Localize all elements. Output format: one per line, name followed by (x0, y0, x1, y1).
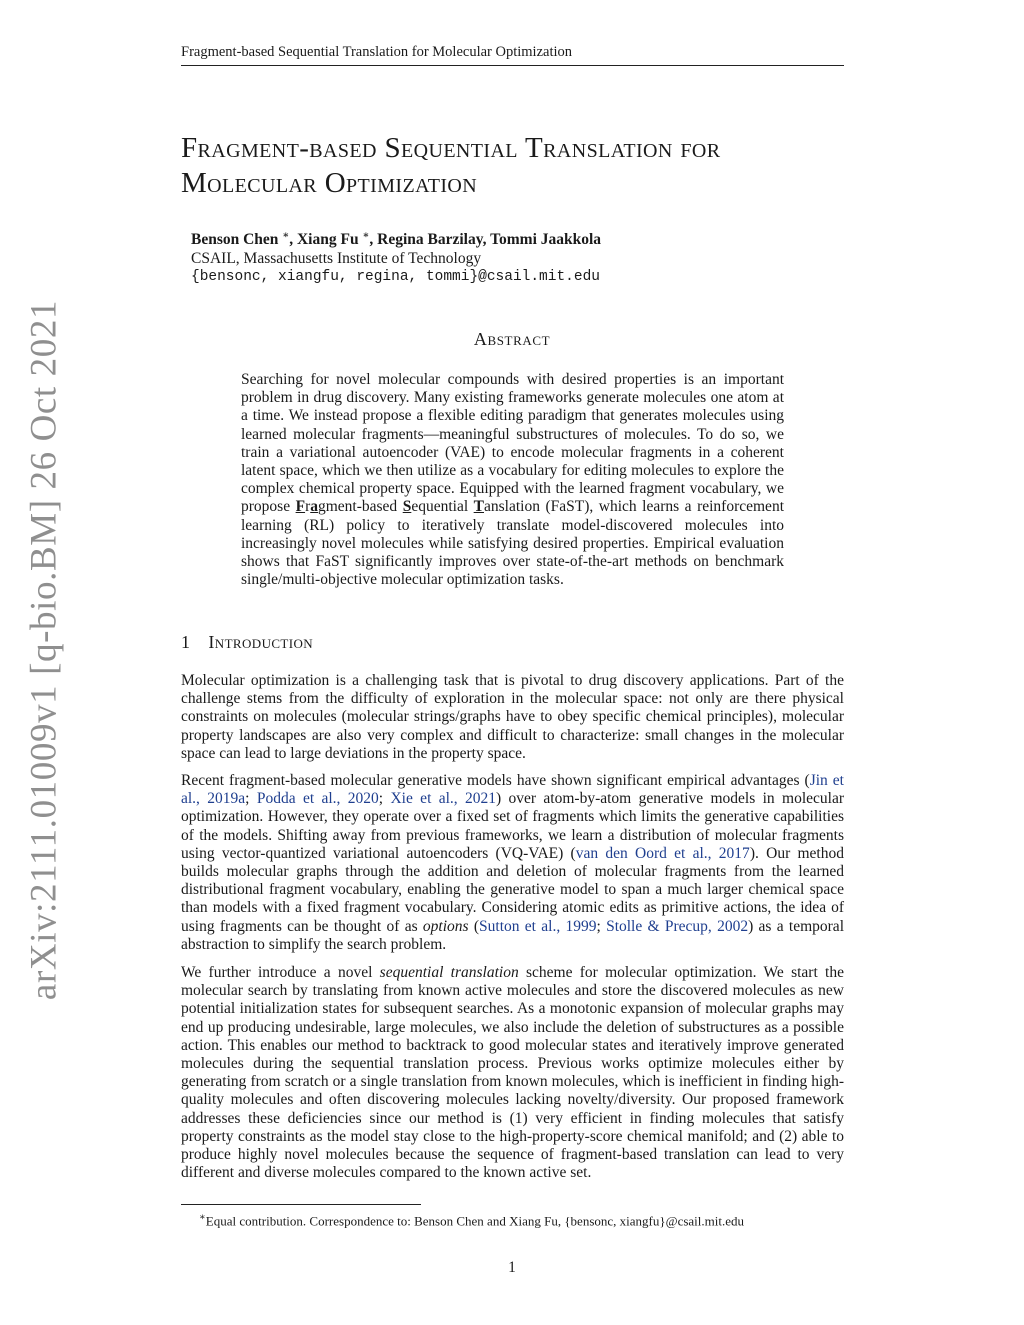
paragraph-text: Recent fragment-based molecular generative models have shown significant empirical advantages ( (181, 772, 810, 789)
affiliation: CSAIL, Massachusetts Institute of Technology (191, 250, 482, 268)
arxiv-identifier[interactable]: arXiv:2111.01009v1 [q-bio.BM] 26 Oct 2021 (23, 299, 65, 1001)
acronym-text: equential (411, 498, 474, 516)
author-emails: {bensonc, xiangfu, regina, tommi}@csail.mit.edu (191, 269, 600, 286)
acronym-text: r (305, 498, 311, 516)
running-head: Fragment-based Sequential Translation for Molecular Optimization (181, 44, 844, 66)
citation-separator: ; (245, 790, 257, 808)
acronym-letter: a (310, 498, 318, 516)
acronym-letter: S (402, 498, 412, 516)
title-line-1: Fragment-based Sequential Translation for (181, 132, 721, 164)
author-benson-chen: Benson Chen (191, 231, 279, 249)
footnote-text: Equal contribution. Correspondence to: Benson Chen and Xiang Fu, {bensonc, xiangfu}@csail.mit.edu (205, 1213, 745, 1229)
author-others: Regina Barzilay, Tommi Jaakkola (377, 231, 602, 249)
equal-contribution-mark: ∗ (282, 230, 290, 241)
title-line-2: Molecular Optimization (181, 167, 478, 199)
abstract-text-after: anslation (FaST), which learns a reinforcement learning (RL) policy to iteratively translate model-discovered molecules into increasingly novel molecules while satisfying desired properties. Empirical evaluation shows that FaST significantly improves over state-of-the-art methods on benchmark single/multi-objective molecular optimization tasks. (241, 498, 784, 589)
citation-link[interactable]: van den Oord et al., 2017 (575, 844, 750, 862)
section-heading-introduction (181, 632, 313, 653)
acronym-letter: T (473, 498, 484, 516)
citation-link[interactable]: Jin et al., 2019a (181, 772, 844, 808)
acronym-letter: F (295, 498, 306, 516)
citation-separator: ; (596, 917, 607, 935)
citation-separator: ; (378, 790, 391, 808)
footnote-divider (181, 1204, 421, 1205)
citation-link[interactable]: Podda et al., 2020 (256, 790, 379, 808)
equal-contribution-mark: ∗ (362, 230, 370, 241)
paragraph-text: ( (468, 917, 480, 935)
intro-paragraph-2 (181, 772, 844, 954)
section-title: Introduction (208, 632, 314, 652)
paragraph-text: ) as a temporal abstraction to simplify the search problem. (181, 917, 844, 953)
acronym-text: gment-based (317, 498, 403, 516)
intro-paragraph-3 (181, 964, 844, 1182)
paper-title (181, 131, 851, 201)
paragraph-text: ) over atom-by-atom generative models in molecular optimization. However, they operate over a fixed set of fragments which limits the generative capabilities of the models. Shifting away from previous frameworks, we learn a distribution of molecular fragments using vector-quantized variational autoencoders (VQ-VAE) ( (181, 790, 844, 862)
footnote-mark: ∗ (199, 1212, 206, 1223)
author-block (191, 226, 831, 287)
emphasis-text: sequential translation (379, 964, 519, 981)
citation-link[interactable]: Stolle & Precup, 2002 (606, 917, 749, 935)
intro-paragraph-1: Molecular optimization is a challenging task that is pivotal to drug discovery applications. Part of the challenge stems from the difficulty of exploration in the molecular space: not only are there physical constraints on molecules (molecular strings/graphs have to obey specific chemical principles), molecular property landscapes are also very complex and difficult to characterize: small changes in the molecular space can lead to large deviations in the property space. (181, 672, 844, 762)
author-names: Benson Chen ∗, Xiang Fu ∗, Regina Barzilay, Tommi Jaakkola (191, 230, 602, 249)
citation-link[interactable]: Xie et al., 2021 (390, 790, 497, 808)
paragraph-text: scheme for molecular optimization. We start the molecular search by translating from known active molecules and store the discovered molecules as new potential initialization states for subsequent searches. As a monotonic expansion of molecular graphs may end up producing undesirable, large molecules, we also include the deletion of substructures as a possible action. This enables our method to backtrack to good molecular states and iteratively improve generated molecules during the sequential translation process. Previous works optimize molecules either by generating from scratch or a single translation from known molecules, which is inefficient in finding high-quality molecules and often discovering molecules lacking novelty/diversity. Our proposed framework addresses these deficiencies since our method is (1) very efficient in finding molecules that satisfy property constraints as the model stay close to the high-property-score chemical manifold; and (2) able to produce highly novel molecules because the sequence of fragment-based translation can lead to very different and diverse molecules compared to the known active set. (181, 964, 844, 1182)
footnote (199, 1210, 859, 1229)
abstract-text-before: Searching for novel molecular compounds with desired properties is an important problem in drug discovery. Many existing frameworks generate molecules one atom at a time. We instead propose a flexible editing paradigm that generates molecules using learned molecular fragments—meaningful substructures of molecules. To do so, we train a variational autoencoder (VAE) to encode molecular fragments in a coherent latent space, which we then utilize as a vocabulary for editing molecules to explore the complex chemical property space. Equipped with the learned fragment vocabulary, we propose (241, 371, 784, 516)
abstract-heading: Abstract (473, 329, 551, 349)
paragraph-text: We further introduce a novel (181, 964, 380, 981)
citation-link[interactable]: Sutton et al., 1999 (479, 917, 597, 935)
author-xiang-fu: Xiang Fu (296, 231, 359, 249)
emphasis-text: options (422, 917, 469, 935)
paragraph-text: ). Our method builds molecular graphs through the addition and deletion of molecular fragments from the learned distributional fragment vocabulary, enabling the generative model to span a much larger chemical space than models with a fixed fragment vocabulary. Considering atomic edits as primitive actions, the idea of using fragments can be thought of as (181, 844, 844, 935)
page-number: 1 (508, 1259, 516, 1276)
abstract-text (241, 371, 784, 589)
section-number: 1 (181, 632, 191, 652)
